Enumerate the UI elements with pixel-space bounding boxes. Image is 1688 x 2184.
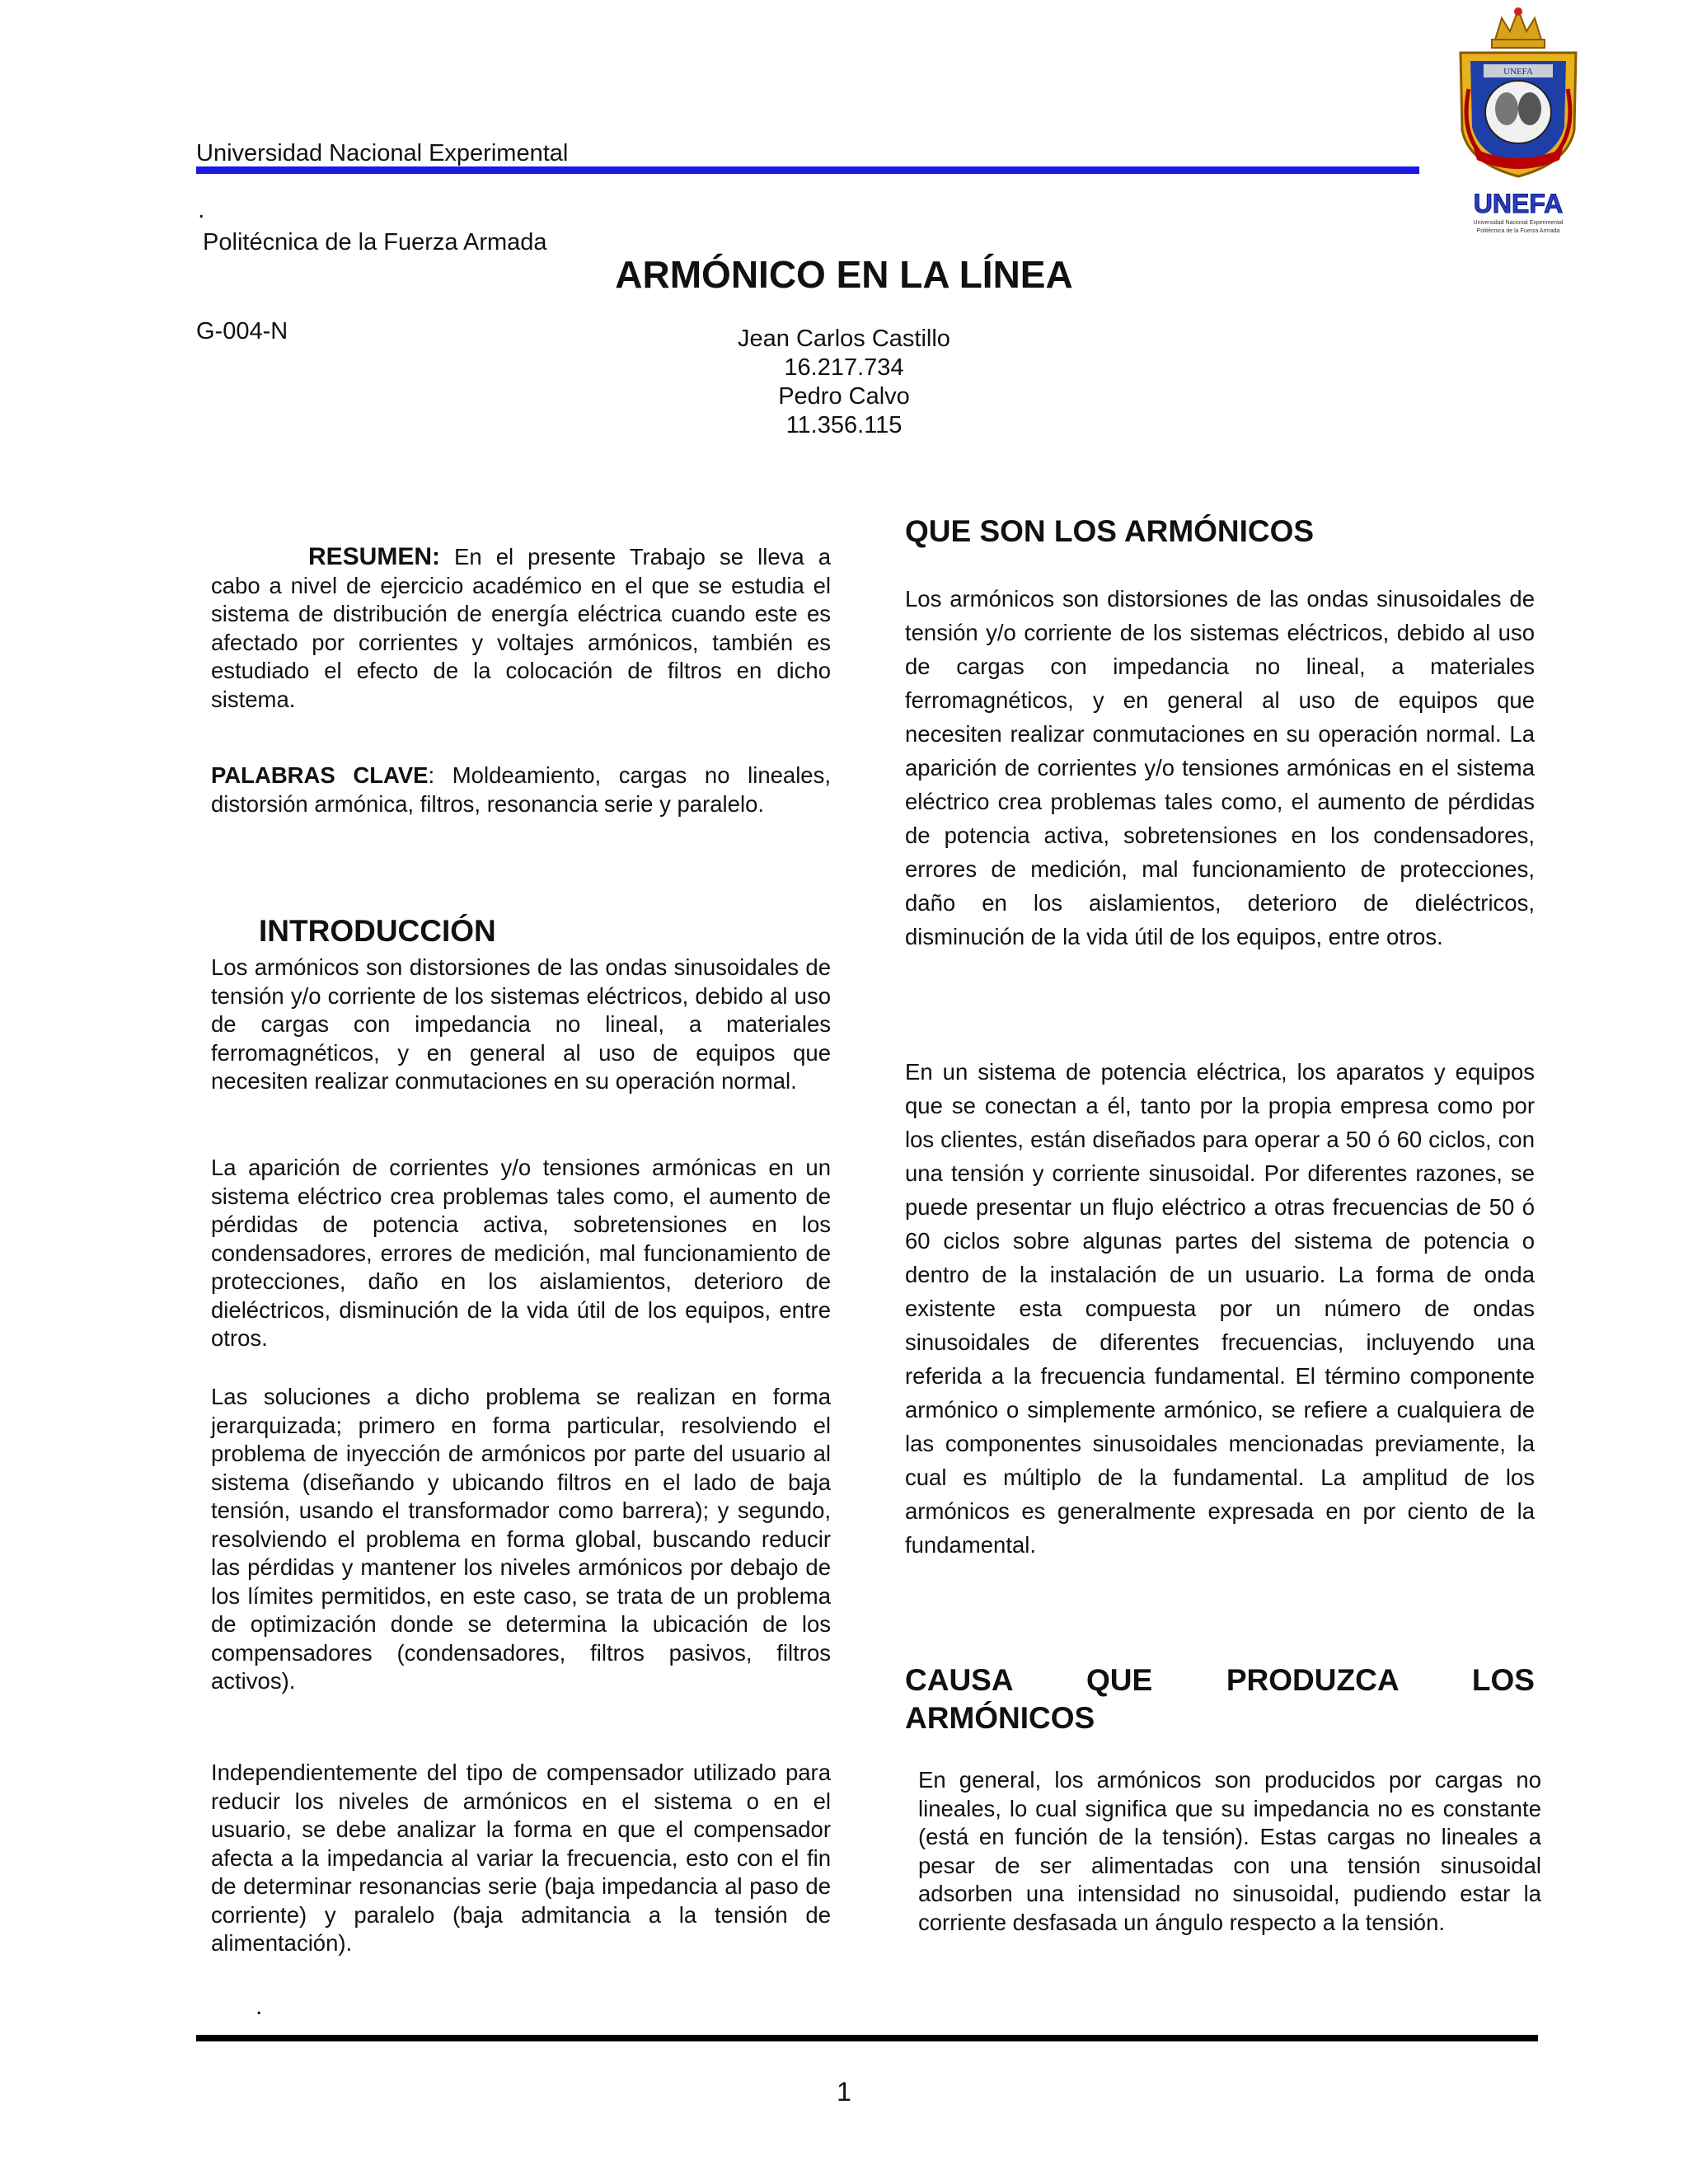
unefa-crest-logo [1444,7,1592,234]
crest-subtitle-2: Politécnica de la Fuerza Armada [1476,228,1560,234]
page-number: 1 [837,2077,851,2107]
crest-subtitle-1: Universidad Nacional Experimental [1473,220,1564,226]
power-system-paragraph: En un sistema de potencia eléctrica, los aparatos y equipos que se conectan a él, tanto por la propia empresa como por los clientes, están diseñados para operar a 50 ó 60 ciclos, con una tensión y corriente sinusoidal. Por diferentes razones, se puede presentar un flujo eléctrico a otras frecuencias de 50 ó 60 ciclos sobre algunas partes del sistema de potencia o dentro de la instalación de un usuario. La forma de onda existente esta compuesta por un número de ondas sinusoidales de diferentes frecuencias, incluyendo una referida a la frecuencia fundamental. El término componente armónico o simplemente armónico, se refiere a cualquiera de las componentes sinusoidales mencionadas previamente, la cual es múltiplo de la fundamental. La amplitud de los armónicos es generalmente expresada en por ciento de la fundamental. [905,1059,1535,1558]
author-2-name: Pedro Calvo [778,383,910,410]
author-1-id: 16.217.734 [784,354,904,381]
introduction-paragraph-1: Los armónicos son distorsiones de las ondas sinusoidales de tensión y/o corriente de los sistemas eléctricos, debido al uso de cargas con impedancia no lineal, a materiales ferromagnéticos, y en general al uso de equipos que necesiten realizar conmutaciones en su operación normal. [211,954,831,1094]
header-rule [196,166,1419,174]
keywords-label: PALABRAS CLAVE [211,762,429,788]
footer-rule [196,2035,1538,2041]
abstract-label: RESUMEN: [308,543,441,570]
keywords-paragraph [211,762,831,818]
header-dot: . [198,196,205,223]
introduction-paragraph-4: Independientemente del tipo de compensador utilizado para reducir los niveles de armónicos en el sistema o en el usuario, se debe analizar la forma en que el compensador afecta a la impedancia al variar la frecuencia, esto con el fin de determinar resonancias serie (baja impedancia al paso de corriente) y paralelo (baja admitancia a la tensión de alimentación). [211,1760,831,1956]
keywords-text: : Moldeamiento, cargas no lineales, distorsión armónica, filtros, resonancia serie y paralelo. [211,762,831,817]
crest-wordmark: UNEFA [1473,189,1564,218]
introduction-paragraph-2: La aparición de corrientes y/o tensiones armónicas en un sistema eléctrico crea problemas tales como, el aumento de pérdidas de potencia activa, sobretensiones en los condensadores, errores de medición, mal funcionamiento de protecciones, daño en los aislamientos, deterioro de dieléctricos, disminución de la vida útil de los equipos, entre otros. [211,1155,831,1351]
author-2-id: 11.356.115 [785,412,903,438]
authors-block [0,325,1688,440]
introduction-paragraph-3: Las soluciones a dicho problema se realizan en forma jerarquizada; primero en forma particular, resolviendo el problema de inyección de armónicos por parte del usuario al sistema (diseñando y ubicando filtros en el lado de baja tensión, usando el transformador como barrera); y segundo, resolviendo el problema en forma global, buscando reducir las pérdidas y mantener los niveles armónicos por debajo de los límites permitidos, en este caso, se trata de un problema de optimización donde se determina la ubicación de los compensadores (condensadores, filtros pasivos, filtros activos). [211,1384,831,1694]
causes-heading-line-1: CAUSA QUE PRODUZCA LOS [905,1663,1535,1697]
harmonics-definition-heading: QUE SON LOS ARMÓNICOS [905,514,1315,548]
institution-line-1: Universidad Nacional Experimental [196,140,569,166]
left-column-dot: . [256,1993,263,2020]
institution-line-2: Politécnica de la Fuerza Armada [196,229,547,255]
abstract-paragraph [211,543,831,714]
document-code: G-004-N [196,318,288,344]
crest-banner-text: UNEFA [1503,67,1533,77]
author-1-name: Jean Carlos Castillo [738,326,950,352]
harmonics-definition-paragraph: Los armónicos son distorsiones de las ondas sinusoidales de tensión y/o corriente de los sistemas eléctricos, debido al uso de cargas con impedancia no lineal, a materiales ferromagnéticos, y en general al uso de equipos que necesiten realizar conmutaciones en su operación normal. La aparición de corrientes y/o tensiones armónicas en el sistema eléctrico crea problemas tales como, el aumento de pérdidas de potencia activa, sobretensiones en los condensadores, errores de medición, mal funcionamiento de protecciones, daño en los aislamientos, deterioro de dieléctricos, disminución de la vida útil de los equipos, entre otros. [905,586,1535,949]
paper-title: ARMÓNICO EN LA LÍNEA [615,253,1073,296]
abstract-text: En el presente Trabajo se lleva a cabo a nivel de ejercicio académico en el que se estudia el sistema de distribución de energía eléctrica cuando este es afectado por corrientes y voltajes armónicos, también es estudiado el efecto de la colocación de filtros en dicho sistema. [211,544,831,712]
causes-paragraph: En general, los armónicos son producidos por cargas no lineales, lo cual significa que su impedancia no es constante (está en función de la tensión). Estas cargas no lineales a pesar de ser alimentadas con una tensión sinusoidal adsorben una intensidad no sinusoidal, pudiendo estar la corriente desfasada un ángulo respecto a la tensión. [918,1767,1541,1935]
causes-heading-line-2: ARMÓNICOS [905,1701,1095,1735]
introduction-heading: INTRODUCCIÓN [259,914,496,948]
